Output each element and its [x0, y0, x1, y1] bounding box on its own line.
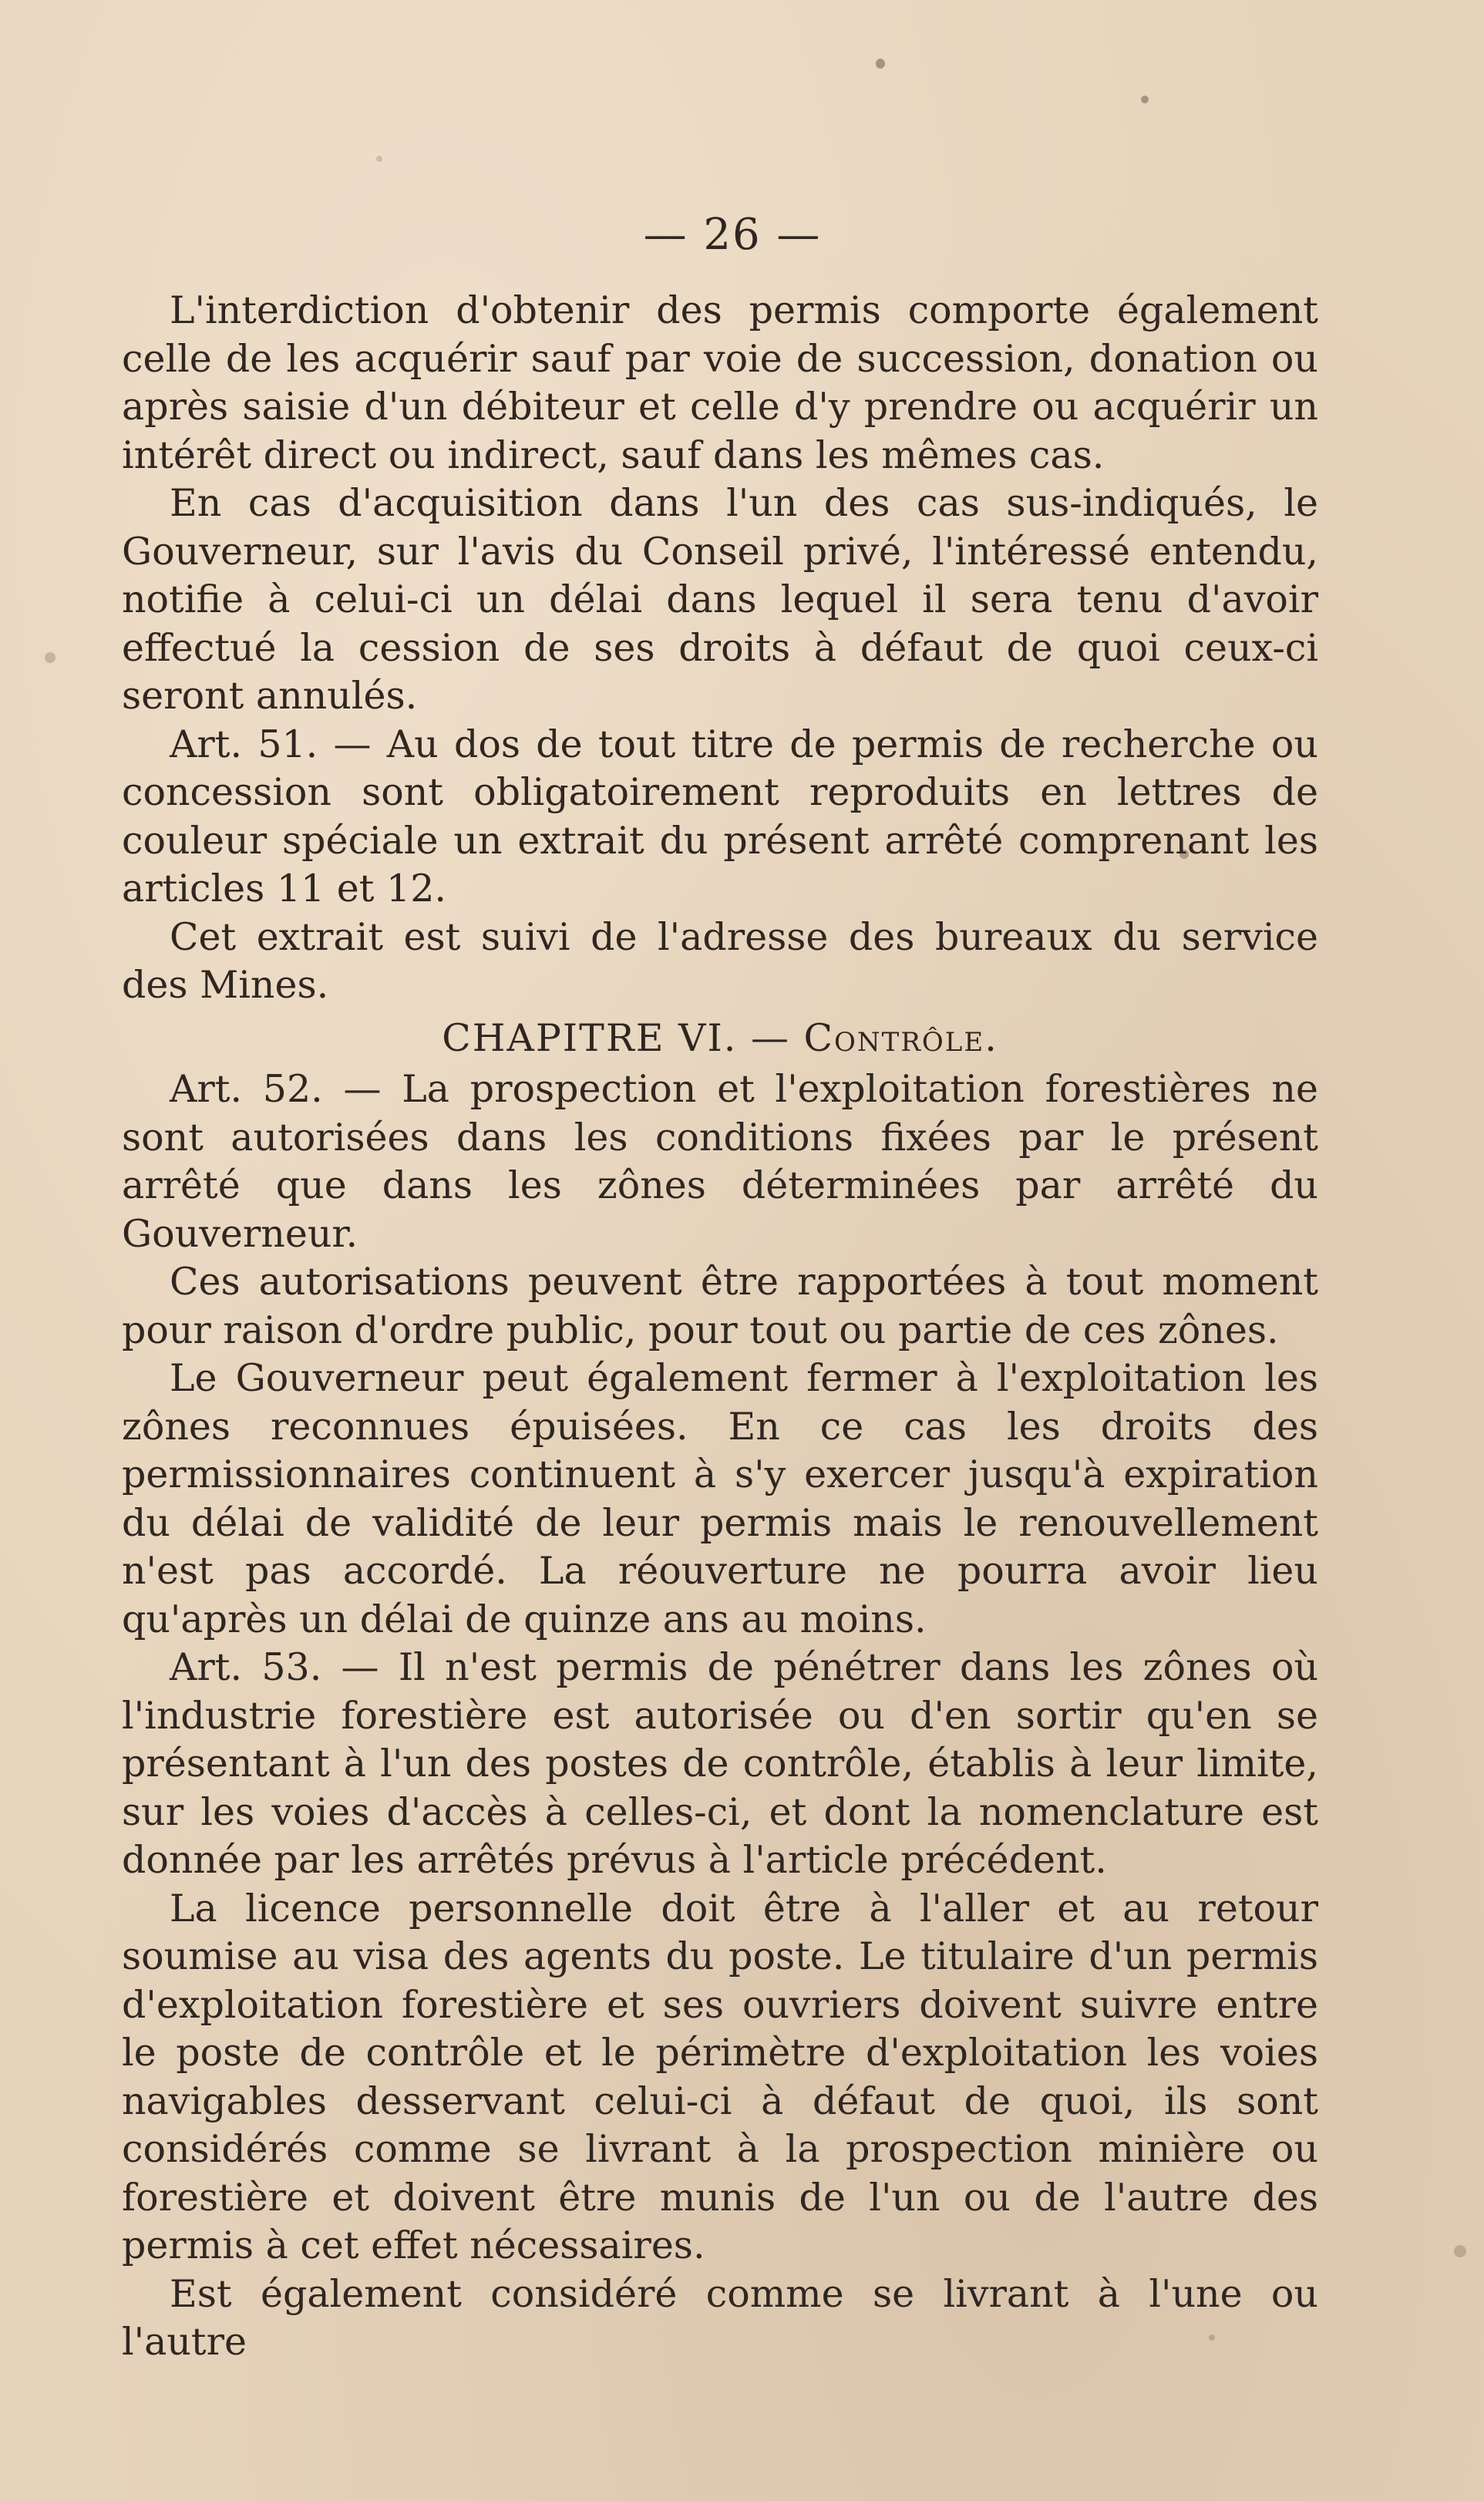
ink-spot — [1141, 96, 1149, 103]
paragraph: Art. 53. — Il n'est permis de pénétrer dans les zônes où l'industrie forestière est autorisée ou d'en sortir qu'en se présentant à l'un des postes de contrôle, établis à leur limite, sur les voies d'accès à celles-ci, et dont la nomenclature est donnée par les arrêtés prévus à l'article précédent. — [122, 1645, 1318, 1882]
chapter-title: Contrôle. — [803, 1015, 998, 1060]
ink-spot — [876, 59, 885, 69]
paragraph: Le Gouverneur peut également fermer à l'exploitation les zônes reconnues épuisées. En ce cas les droits des permissionnaires continuent à s'y exercer jusqu'à expiration du délai de validité de leur permis mais le renouvellement n'est pas accordé. La réouverture ne pourra avoir lieu qu'après un délai de quinze ans au moins. — [122, 1356, 1318, 1641]
paragraph: En cas d'acquisition dans l'un des cas sus-indiqués, le Gouverneur, sur l'avis du Conseil privé, l'intéressé entendu, notifie à celui-ci un délai dans lequel il sera tenu d'avoir effectué la cession de ses droits à défaut de quoi ceux-ci seront annulés. — [122, 481, 1318, 718]
body-text — [122, 287, 1318, 2367]
paragraph: Cet extrait est suivi de l'adresse des bureaux du service des Mines. — [122, 914, 1318, 1007]
chapter-prefix: CHAPITRE VI. — — [442, 1015, 790, 1060]
chapter-heading — [122, 1015, 1318, 1063]
paragraph: Est également considéré comme se livrant à l'une ou l'autre — [122, 2271, 1318, 2364]
paragraph: L'interdiction d'obtenir des permis comporte également celle de les acquérir sauf par voie de succession, donation ou après saisie d'un débiteur et celle d'y prendre ou acquérir un intérêt direct ou indirect, sauf dans les mêmes cas. — [122, 288, 1318, 477]
paragraph: La licence personnelle doit être à l'aller et au retour soumise au visa des agents du poste. Le titulaire d'un permis d'exploitation forestière et ses ouvriers doivent suivre entre le poste de contrôle et le périmètre d'exploitation les voies navigables desservant celui-ci à défaut de quoi, ils sont considérés comme se livrant à la prospection minière ou forestière et doivent être munis de l'un ou de l'autre des permis à cet effet nécessaires. — [122, 1886, 1318, 2267]
ink-spot — [1454, 2245, 1466, 2257]
ink-spot — [376, 156, 382, 162]
paragraph: Ces autorisations peuvent être rapportées à tout moment pour raison d'ordre public, pour tout ou partie de ces zônes. — [122, 1260, 1318, 1352]
page-number: — 26 — — [643, 210, 822, 260]
paragraph: Art. 52. — La prospection et l'exploitation forestières ne sont autorisées dans les conditions fixées par le présent arrêté que dans les zônes déterminées par arrêté du Gouverneur. — [122, 1067, 1318, 1256]
ink-spot — [45, 652, 56, 663]
paragraph: Art. 51. — Au dos de tout titre de permis de recherche ou concession sont obligatoirement reproduits en lettres de couleur spéciale un extrait du présent arrêté comprenant les articles 11 et 12. — [122, 722, 1318, 911]
